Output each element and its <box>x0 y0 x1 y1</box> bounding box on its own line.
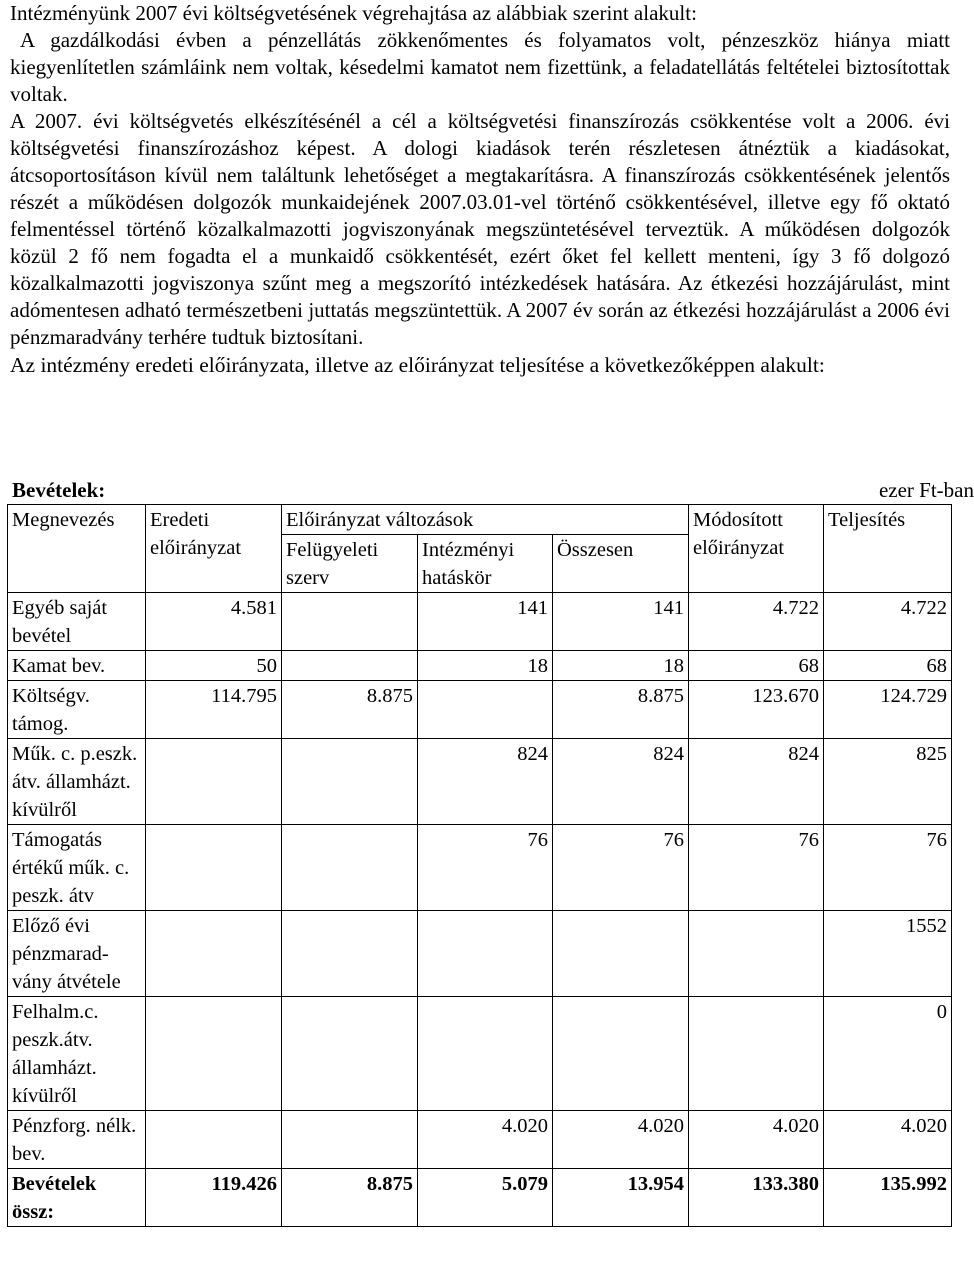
unit-label: ezer Ft-ban <box>878 478 974 502</box>
col-header-modified: Módosított előirányzat <box>689 505 824 593</box>
cell-fulfilled: 0 <box>824 997 952 1111</box>
cell-original <box>146 997 282 1111</box>
cell-original <box>146 1111 282 1169</box>
table-header-row <box>8 505 952 535</box>
cell-fulfilled: 76 <box>824 825 952 911</box>
cell-original: 50 <box>146 651 282 681</box>
table-row <box>8 739 952 825</box>
cell-modified: 133.380 <box>689 1169 824 1227</box>
cell-institution <box>418 911 553 997</box>
cell-name: Műk. c. p.eszk. átv. államházt. kívülről <box>8 739 146 825</box>
cell-original <box>146 825 282 911</box>
cell-institution: 141 <box>418 593 553 651</box>
table-row <box>8 681 952 739</box>
col-header-fulfilled: Teljesítés <box>824 505 952 593</box>
paragraph-cashflow: A gazdálkodási évben a pénzellátás zökkenőmentes és folyamatos volt, pénzeszköz hiánya miatt kiegyenlítetlen számláink nem voltak, késedelmi kamatot nem fizettünk, a feladatellátás feltételei biztosítottak voltak. <box>10 28 950 106</box>
table-row <box>8 997 952 1111</box>
table-row <box>8 825 952 911</box>
cell-institution: 824 <box>418 739 553 825</box>
cell-original: 4.581 <box>146 593 282 651</box>
cell-name: Költségv. támog. <box>8 681 146 739</box>
cell-supervisor <box>282 593 418 651</box>
cell-fulfilled: 135.992 <box>824 1169 952 1227</box>
section-header <box>10 478 974 506</box>
cell-modified: 824 <box>689 739 824 825</box>
cell-supervisor <box>282 911 418 997</box>
cell-total: 8.875 <box>553 681 689 739</box>
cell-fulfilled: 4.722 <box>824 593 952 651</box>
cell-name: Bevételek össz: <box>8 1169 146 1227</box>
revenue-table <box>7 504 952 1227</box>
paragraph-budget: A 2007. évi költségvetés elkészítésénél a cél a költségvetési finanszírozás csökkentése volt a 2006. évi költségvetési finanszírozáshoz képest. A dologi kiadások terén részletesen átnéztük a kiadásokat, átcsoportosításon kívül nem találtunk lehetőséget a megtakarításra. A finanszírozás csökkentésének jelentős részét a működésen dolgozók munkaidejének 2007.03.01-vel történő csökkentésével, illetve egy fő oktató felmentéssel történő közalkalmazotti jogviszonyának megszüntetésével terveztük. A működésen dolgozók közül 2 fő nem fogadta el a munkaidő csökkentését, ezért őket fel kellett menteni, így 3 fő dolgozó közalkalmazotti jogviszonya szűnt meg a megszorító intézkedések hatására. Az étkezési hozzájárulást, mint adómentesen adható természetbeni juttatás megszüntettük. A 2007 év során az étkezési hozzájárulást a 2006 évi pénzmaradvány terhére tudtuk biztosítani. <box>10 109 950 349</box>
cell-supervisor: 8.875 <box>282 1169 418 1227</box>
section-title: Bevételek: <box>12 478 106 502</box>
cell-original: 119.426 <box>146 1169 282 1227</box>
cell-original: 114.795 <box>146 681 282 739</box>
cell-modified: 123.670 <box>689 681 824 739</box>
cell-modified: 76 <box>689 825 824 911</box>
cell-total: 4.020 <box>553 1111 689 1169</box>
col-header-institution: Intézményi hatáskör <box>418 535 553 593</box>
cell-supervisor <box>282 997 418 1111</box>
table-row <box>8 593 952 651</box>
col-header-changes: Előirányzat változások <box>282 505 689 535</box>
cell-fulfilled: 124.729 <box>824 681 952 739</box>
cell-modified: 4.020 <box>689 1111 824 1169</box>
cell-total <box>553 997 689 1111</box>
cell-total: 18 <box>553 651 689 681</box>
cell-name: Egyéb saját bevétel <box>8 593 146 651</box>
cell-fulfilled: 68 <box>824 651 952 681</box>
cell-modified: 4.722 <box>689 593 824 651</box>
cell-total: 13.954 <box>553 1169 689 1227</box>
cell-supervisor <box>282 825 418 911</box>
cell-total: 76 <box>553 825 689 911</box>
table-row <box>8 1111 952 1169</box>
cell-institution: 76 <box>418 825 553 911</box>
cell-institution: 4.020 <box>418 1111 553 1169</box>
cell-name: Pénzforg. nélk. bev. <box>8 1111 146 1169</box>
paragraph-table-intro: Az intézmény eredeti előirányzata, illetve az előirányzat teljesítése a következőképpen alakult: <box>10 353 825 377</box>
cell-fulfilled: 4.020 <box>824 1111 952 1169</box>
cell-total <box>553 911 689 997</box>
table-row <box>8 651 952 681</box>
cell-modified <box>689 911 824 997</box>
cell-total: 824 <box>553 739 689 825</box>
cell-name: Előző évi pénzmarad-vány átvétele <box>8 911 146 997</box>
cell-fulfilled: 1552 <box>824 911 952 997</box>
cell-total: 141 <box>553 593 689 651</box>
cell-institution: 5.079 <box>418 1169 553 1227</box>
cell-supervisor <box>282 739 418 825</box>
document-body <box>10 0 950 379</box>
cell-modified <box>689 997 824 1111</box>
col-header-supervisor: Felügyeleti szerv <box>282 535 418 593</box>
cell-name: Kamat bev. <box>8 651 146 681</box>
cell-supervisor <box>282 1111 418 1169</box>
cell-name: Támogatás értékű műk. c. peszk. átv <box>8 825 146 911</box>
cell-supervisor: 8.875 <box>282 681 418 739</box>
cell-institution <box>418 997 553 1111</box>
cell-name: Felhalm.c. peszk.átv. államházt. kívülről <box>8 997 146 1111</box>
col-header-total: Összesen <box>553 535 689 593</box>
cell-supervisor <box>282 651 418 681</box>
paragraph-intro: Intézményünk 2007 évi költségvetésének végrehajtása az alábbiak szerint alakult: <box>10 1 697 25</box>
cell-fulfilled: 825 <box>824 739 952 825</box>
cell-original <box>146 911 282 997</box>
cell-institution: 18 <box>418 651 553 681</box>
col-header-name: Megnevezés <box>8 505 146 593</box>
table-row <box>8 911 952 997</box>
cell-institution <box>418 681 553 739</box>
cell-original <box>146 739 282 825</box>
table-total-row <box>8 1169 952 1227</box>
col-header-original: Eredeti előirányzat <box>146 505 282 593</box>
cell-modified: 68 <box>689 651 824 681</box>
